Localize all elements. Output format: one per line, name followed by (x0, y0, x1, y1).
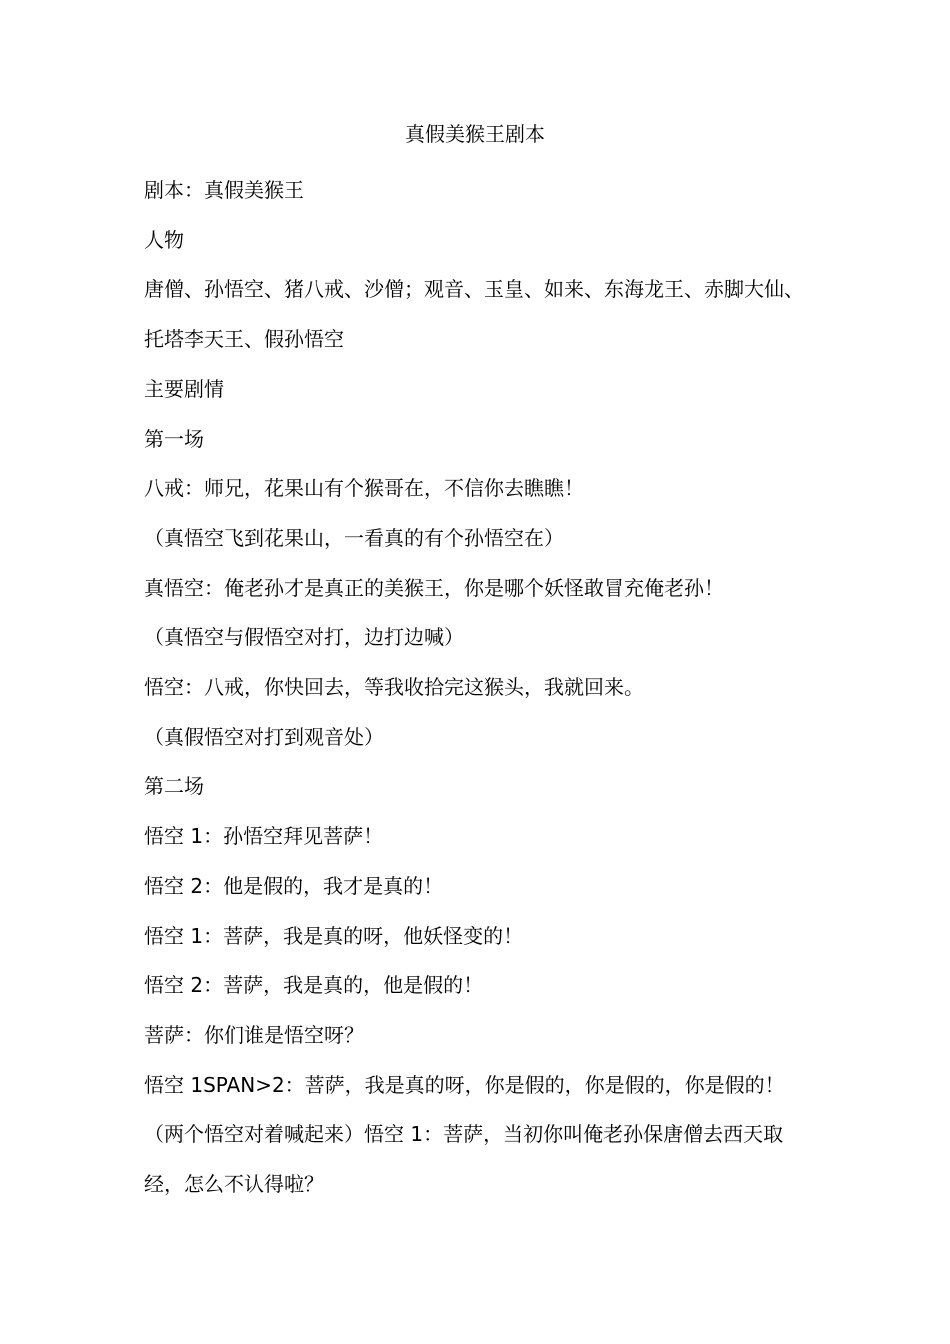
paragraph-script-name: 剧本：真假美猴王 (144, 178, 304, 202)
paragraph-stage-direction: （真悟空与假悟空对打，边打边喊） (144, 625, 464, 650)
paragraph-characters-list: 唐僧、孙悟空、猪八戒、沙僧；观音、玉皇、如来、东海龙王、赤脚大仙、托塔李天王、假孙悟空 (144, 277, 804, 352)
paragraph-stage-direction: （真假悟空对打到观音处） (144, 724, 384, 749)
paragraph-scene-one: 第一场 (144, 426, 204, 451)
paragraph-dialogue: （两个悟空对着喊起来）悟空 1：菩萨，当初你叫俺老孙保唐僧去西天取经，怎么不认得啦？ (144, 1122, 784, 1197)
paragraph-dialogue: 悟空 1：菩萨，我是真的呀，他妖怪变的！ (144, 923, 524, 948)
paragraph-scene-two: 第二场 (144, 774, 204, 799)
document-title: 真假美猴王剧本 (405, 122, 545, 146)
paragraph-dialogue: 悟空：八戒，你快回去，等我收拾完这猴头，我就回来。 (144, 675, 644, 700)
paragraph-dialogue: 菩萨：你们谁是悟空呀？ (144, 1022, 364, 1047)
paragraph-stage-direction: （真悟空飞到花果山，一看真的有个孙悟空在） (144, 525, 564, 550)
paragraph-dialogue: 悟空 1SPAN>2：菩萨，我是真的呀，你是假的，你是假的，你是假的！ (144, 1072, 785, 1097)
paragraph-dialogue: 悟空 2：菩萨，我是真的，他是假的！ (144, 973, 484, 998)
paragraph-dialogue: 八戒：师兄，花果山有个猴哥在，不信你去瞧瞧！ (144, 476, 584, 501)
paragraph-dialogue: 悟空 1：孙悟空拜见菩萨！ (144, 824, 384, 849)
paragraph-plot-heading: 主要剧情 (144, 376, 224, 401)
paragraph-dialogue: 悟空 2：他是假的，我才是真的！ (144, 873, 444, 898)
paragraph-characters-heading: 人物 (144, 227, 184, 252)
document-body (144, 166, 814, 1210)
paragraph-dialogue: 真悟空：俺老孙才是真正的美猴王，你是哪个妖怪敢冒充俺老孙！ (144, 575, 724, 600)
